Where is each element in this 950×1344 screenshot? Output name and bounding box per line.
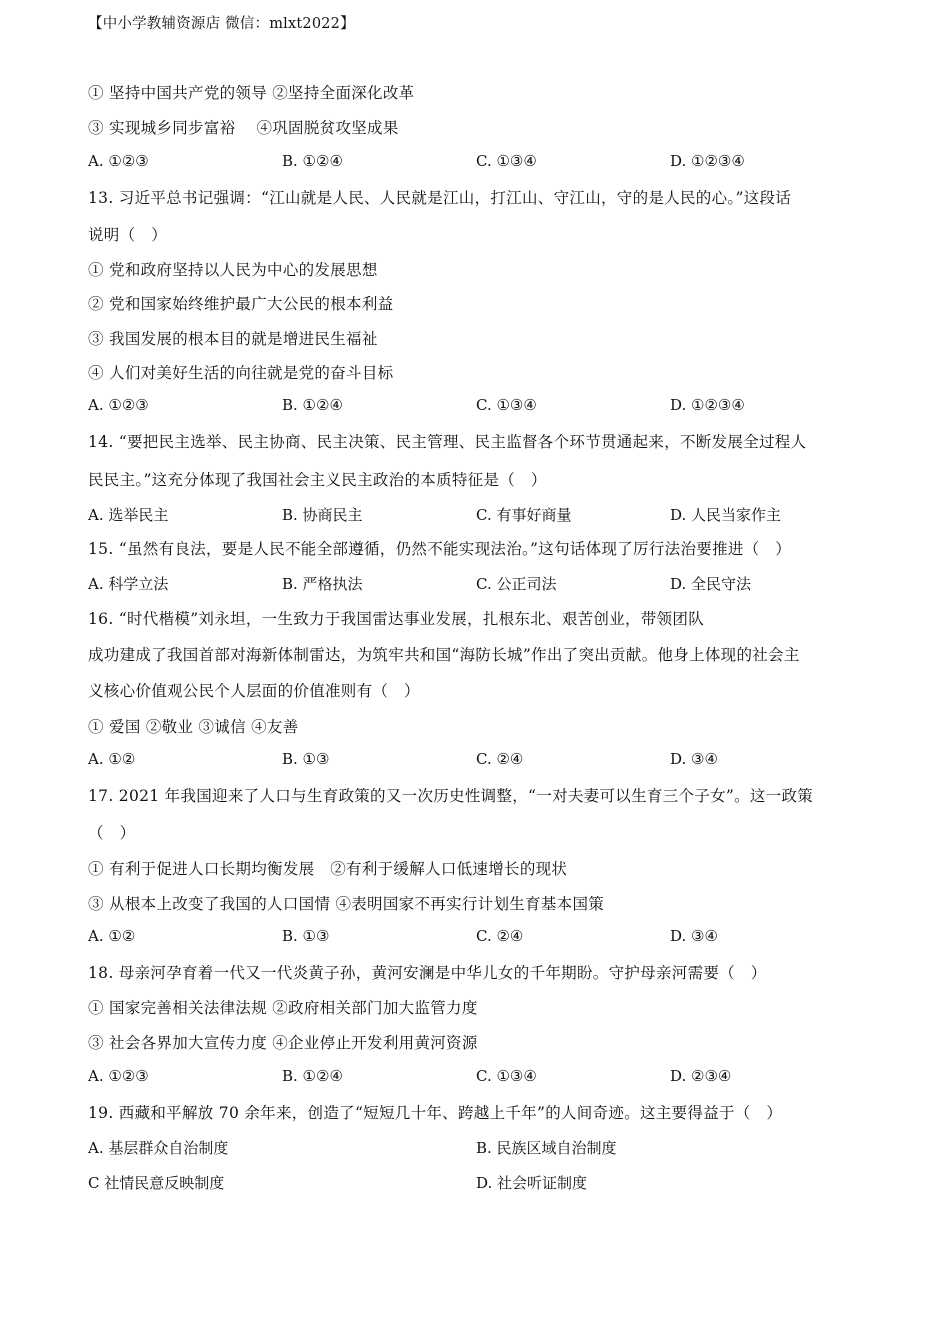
q18-option-b: B. ①②④ (282, 1067, 343, 1085)
q16-statement-1: ① 爱国 ②敬业 ③诚信 ④友善 (88, 718, 299, 736)
q17-option-c: C. ②④ (476, 927, 524, 945)
q17-option-b: B. ①③ (282, 927, 330, 945)
q15-option-c: C. 公正司法 (476, 575, 557, 593)
q17-statement-2: ③ 从根本上改变了我国的人口国情 ④表明国家不再实行计划生育基本国策 (88, 895, 605, 913)
q15-option-a: A. 科学立法 (88, 575, 169, 593)
q12-options (88, 152, 868, 174)
q17-stem-line-2: （ ） (88, 824, 136, 842)
q12-statement-1: ① 坚持中国共产党的领导 ②坚持全面深化改革 (88, 84, 415, 102)
q13-stem-line-2: 说明（ ） (88, 226, 168, 244)
q19-option-b: B. 民族区域自治制度 (476, 1139, 617, 1157)
q17-option-a: A. ①② (88, 927, 136, 945)
q15-option-d: D. 全民守法 (670, 575, 752, 593)
q14-option-b: B. 协商民主 (282, 506, 363, 524)
q18-stem-line-1: 18. 母亲河孕育着一代又一代炎黄子孙，黄河安澜是中华儿女的千年期盼。守护母亲河需要（ ） (88, 964, 767, 982)
q16-option-d: D. ③④ (670, 750, 718, 768)
q17-option-d: D. ③④ (670, 927, 718, 945)
q16-option-b: B. ①③ (282, 750, 330, 768)
q14-option-d: D. 人民当家作主 (670, 506, 782, 524)
q12-option-c: C. ①③④ (476, 152, 537, 170)
q18-statement-1: ① 国家完善相关法律法规 ②政府相关部门加大监管力度 (88, 999, 478, 1017)
q19-options-row-1 (88, 1137, 868, 1159)
q13-statement-1: ① 党和政府坚持以人民为中心的发展思想 (88, 261, 378, 279)
q16-stem-line-1: 16. “时代楷模”刘永坦，一生致力于我国雷达事业发展，扎根东北、艰苦创业，带领团队 (88, 610, 705, 628)
q16-stem-line-3: 义核心价值观公民个人层面的价值准则有（ ） (88, 682, 420, 700)
q15-stem-line-1: 15. “虽然有良法，要是人民不能全部遵循，仍然不能实现法治。”这句话体现了厉行法治要推进（ ） (88, 540, 792, 558)
q18-option-d: D. ②③④ (670, 1067, 732, 1085)
q14-stem-line-1: 14. “要把民主选举、民主协商、民主决策、民主管理、民主监督各个环节贯通起来，不断发展全过程人 (88, 433, 807, 451)
q19-option-a: A. 基层群众自治制度 (88, 1139, 229, 1157)
q19-stem-line-1: 19. 西藏和平解放 70 余年来，创造了“短短几十年、跨越上千年”的人间奇迹。这主要得益于（ ） (88, 1104, 783, 1122)
q13-options (88, 396, 868, 418)
q19-options-row-2 (88, 1172, 868, 1194)
q13-option-b: B. ①②④ (282, 396, 343, 414)
q14-option-a: A. 选举民主 (88, 506, 169, 524)
q19-option-c: C 社情民意反映制度 (88, 1174, 225, 1192)
q18-option-a: A. ①②③ (88, 1067, 149, 1085)
q14-options (88, 504, 868, 526)
q12-statement-2: ③ 实现城乡同步富裕 ④巩固脱贫攻坚成果 (88, 119, 399, 137)
q16-stem-line-2: 成功建成了我国首部对海新体制雷达，为筑牢共和国“海防长城”作出了突出贡献。他身上体现的社会主 (88, 646, 800, 664)
q17-options (88, 927, 868, 949)
header-watermark: 【中小学教辅资源店 微信：mlxt2022】 (88, 16, 355, 32)
q12-option-b: B. ①②④ (282, 152, 343, 170)
q19-option-d: D. 社会听证制度 (476, 1174, 588, 1192)
q12-option-d: D. ①②③④ (670, 152, 745, 170)
q13-option-c: C. ①③④ (476, 396, 537, 414)
q14-stem-line-2: 民民主。”这充分体现了我国社会主义民主政治的本质特征是（ ） (88, 471, 547, 489)
q18-options (88, 1067, 868, 1089)
q13-option-a: A. ①②③ (88, 396, 149, 414)
q13-statement-2: ② 党和国家始终维护最广大公民的根本利益 (88, 295, 394, 313)
q12-option-a: A. ①②③ (88, 152, 149, 170)
q18-option-c: C. ①③④ (476, 1067, 537, 1085)
q14-option-c: C. 有事好商量 (476, 506, 572, 524)
q13-statement-3: ③ 我国发展的根本目的就是增进民生福祉 (88, 330, 378, 348)
q16-option-a: A. ①② (88, 750, 136, 768)
q15-options (88, 573, 868, 595)
q13-statement-4: ④ 人们对美好生活的向往就是党的奋斗目标 (88, 364, 394, 382)
q13-stem-line-1: 13. 习近平总书记强调：“江山就是人民、人民就是江山，打江山、守江山，守的是人民的心。”这段话 (88, 189, 792, 207)
q16-option-c: C. ②④ (476, 750, 524, 768)
q17-stem-line-1: 17. 2021 年我国迎来了人口与生育政策的又一次历史性调整，“一对夫妻可以生育三个子女”。这一政策 (88, 787, 814, 805)
q18-statement-2: ③ 社会各界加大宣传力度 ④企业停止开发利用黄河资源 (88, 1034, 478, 1052)
q13-option-d: D. ①②③④ (670, 396, 745, 414)
q15-option-b: B. 严格执法 (282, 575, 363, 593)
q17-statement-1: ① 有利于促进人口长期均衡发展 ②有利于缓解人口低速增长的现状 (88, 860, 568, 878)
q16-options (88, 750, 868, 772)
